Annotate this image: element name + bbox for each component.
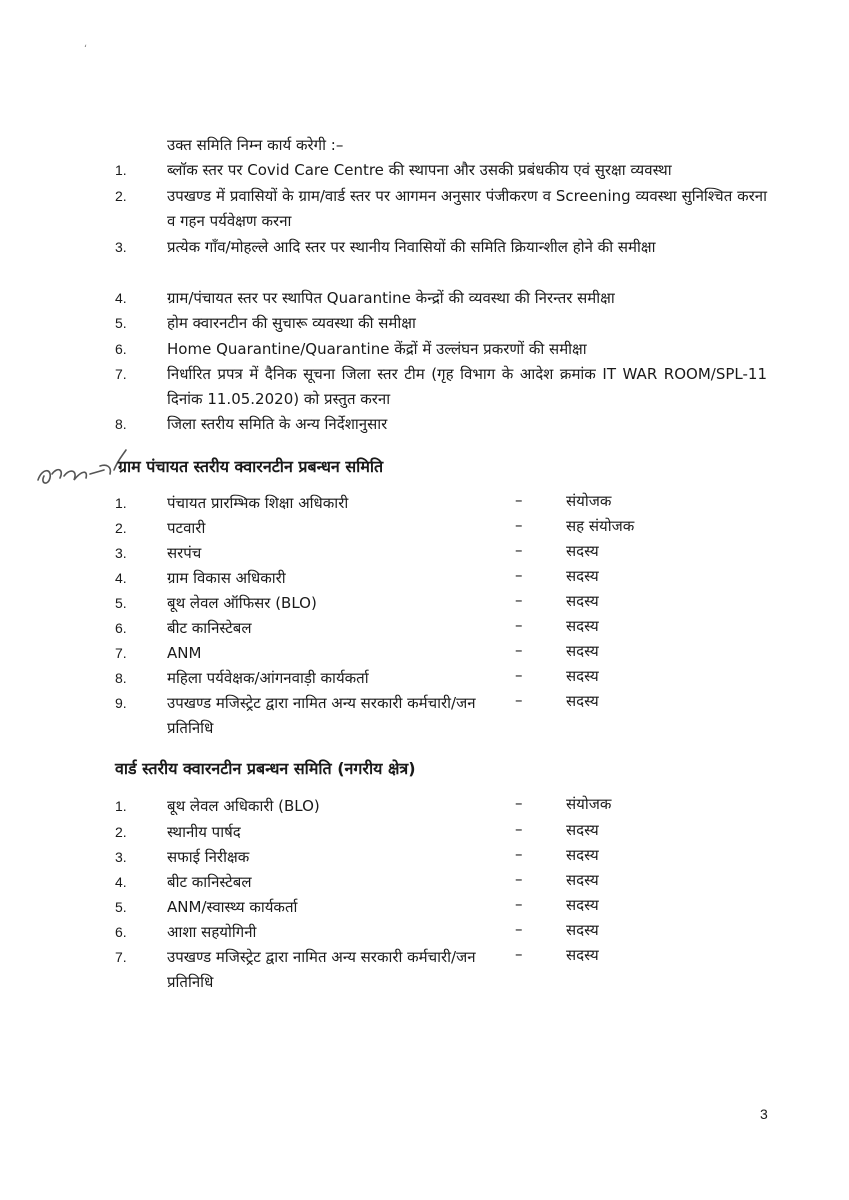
member-name: स्थानीय पार्षद bbox=[167, 823, 241, 841]
member-role: सदस्य bbox=[566, 642, 599, 660]
ward-committee-heading: वार्ड स्तरीय क्वारनटीन प्रबन्धन समिति (नगरीय क्षेत्र) bbox=[115, 759, 416, 778]
item-text: Home Quarantine/Quarantine केंद्रों में उल्लंघन प्रकरणों की समीक्षा bbox=[167, 340, 587, 358]
item-number: 7. bbox=[115, 366, 127, 382]
member-name: आशा सहयोगिनी bbox=[167, 923, 257, 941]
member-name: उपखण्ड मजिस्ट्रेट द्वारा नामित अन्य सरकारी कर्मचारी/जन प्रतिनिधि bbox=[167, 694, 476, 737]
item-number: 6. bbox=[115, 924, 127, 940]
item-number: 3. bbox=[115, 849, 127, 865]
separator-dash: – bbox=[515, 845, 523, 863]
item-number: 1. bbox=[115, 798, 127, 814]
item-number: 6. bbox=[115, 620, 127, 636]
intro-text: उक्त समिति निम्न कार्य करेगी :– bbox=[167, 136, 344, 154]
member-role: सदस्य bbox=[566, 592, 599, 610]
member-name: ANM bbox=[167, 644, 202, 662]
item-number: 7. bbox=[115, 949, 127, 965]
member-name: सरपंच bbox=[167, 544, 202, 562]
member-role: सदस्य bbox=[566, 896, 599, 914]
member-role: सदस्य bbox=[566, 946, 599, 964]
member-role: सदस्य bbox=[566, 871, 599, 889]
separator-dash: – bbox=[515, 541, 523, 559]
member-role: सदस्य bbox=[566, 542, 599, 560]
item-number: 1. bbox=[115, 495, 127, 511]
item-number: 2. bbox=[115, 824, 127, 840]
member-role: सदस्य bbox=[566, 617, 599, 635]
separator-dash: – bbox=[515, 516, 523, 534]
item-number: 8. bbox=[115, 670, 127, 686]
scan-mark: ʻ bbox=[84, 44, 88, 55]
item-text: जिला स्तरीय समिति के अन्य निर्देशानुसार bbox=[167, 415, 388, 433]
separator-dash: – bbox=[515, 945, 523, 963]
member-role: सदस्य bbox=[566, 567, 599, 585]
item-number: 5. bbox=[115, 315, 127, 331]
member-name: पटवारी bbox=[167, 519, 206, 537]
separator-dash: – bbox=[515, 616, 523, 634]
item-text: उपखण्ड में प्रवासियों के ग्राम/वार्ड स्तर पर आगमन अनुसार पंजीकरण व Screening व्यवस्था सुनिश्चित करना व गहन पर्यवेक्षण करना bbox=[167, 187, 767, 230]
member-role: सदस्य bbox=[566, 821, 599, 839]
member-name: ग्राम विकास अधिकारी bbox=[167, 569, 286, 587]
member-name: बूथ लेवल अधिकारी (BLO) bbox=[167, 797, 320, 815]
item-text: निर्धारित प्रपत्र में दैनिक सूचना जिला स्तर टीम (गृह विभाग के आदेश क्रमांक IT WAR ROOM/SPL-11 दिनांक 11.05.2020) को प्रस्तुत करना bbox=[167, 365, 767, 408]
item-number: 2. bbox=[115, 520, 127, 536]
separator-dash: – bbox=[515, 870, 523, 888]
member-role: सदस्य bbox=[566, 692, 599, 710]
item-number: 1. bbox=[115, 162, 127, 178]
item-number: 3. bbox=[115, 239, 127, 255]
separator-dash: – bbox=[515, 566, 523, 584]
separator-dash: – bbox=[515, 691, 523, 709]
gram-committee-heading: ग्राम पंचायत स्तरीय क्वारनटीन प्रबन्धन समिति bbox=[118, 457, 384, 476]
item-number: 5. bbox=[115, 595, 127, 611]
page-number: 3 bbox=[760, 1106, 768, 1122]
member-role: संयोजक bbox=[566, 795, 612, 813]
item-number: 4. bbox=[115, 570, 127, 586]
member-name: पंचायत प्रारम्भिक शिक्षा अधिकारी bbox=[167, 494, 349, 512]
item-text: ब्लॉक स्तर पर Covid Care Centre की स्थापना और उसकी प्रबंधकीय एवं सुरक्षा व्यवस्था bbox=[167, 161, 672, 179]
item-number: 3. bbox=[115, 545, 127, 561]
item-number: 7. bbox=[115, 645, 127, 661]
member-name: ANM/स्वास्थ्य कार्यकर्ता bbox=[167, 898, 298, 916]
separator-dash: – bbox=[515, 666, 523, 684]
separator-dash: – bbox=[515, 591, 523, 609]
member-name: महिला पर्यवेक्षक/आंगनवाड़ी कार्यकर्ता bbox=[167, 669, 369, 687]
member-role: संयोजक bbox=[566, 492, 612, 510]
member-name: सफाई निरीक्षक bbox=[167, 848, 250, 866]
member-role: सह संयोजक bbox=[566, 517, 635, 535]
item-number: 2. bbox=[115, 188, 127, 204]
separator-dash: – bbox=[515, 820, 523, 838]
item-number: 6. bbox=[115, 341, 127, 357]
item-number: 5. bbox=[115, 899, 127, 915]
item-number: 8. bbox=[115, 416, 127, 432]
member-name: बीट कानिस्टेबल bbox=[167, 873, 252, 891]
member-role: सदस्य bbox=[566, 846, 599, 864]
separator-dash: – bbox=[515, 794, 523, 812]
item-text: होम क्वारनटीन की सुचारू व्यवस्था की समीक्षा bbox=[167, 314, 416, 332]
item-text: ग्राम/पंचायत स्तर पर स्थापित Quarantine केन्द्रों की व्यवस्था की निरन्तर समीक्षा bbox=[167, 289, 615, 307]
member-name: बूथ लेवल ऑफिसर (BLO) bbox=[167, 594, 317, 612]
member-role: सदस्य bbox=[566, 667, 599, 685]
member-role: सदस्य bbox=[566, 921, 599, 939]
separator-dash: – bbox=[515, 920, 523, 938]
member-name: उपखण्ड मजिस्ट्रेट द्वारा नामित अन्य सरकारी कर्मचारी/जन प्रतिनिधि bbox=[167, 948, 476, 991]
item-text: प्रत्येक गाँव/मोहल्ले आदि स्तर पर स्थानीय निवासियों की समिति क्रियान्शील होने की समीक्षा bbox=[167, 238, 656, 256]
item-number: 4. bbox=[115, 290, 127, 306]
member-name: बीट कानिस्टेबल bbox=[167, 619, 252, 637]
separator-dash: – bbox=[515, 491, 523, 509]
separator-dash: – bbox=[515, 895, 523, 913]
item-number: 9. bbox=[115, 695, 127, 711]
handwritten-signature bbox=[30, 440, 130, 500]
item-number: 4. bbox=[115, 874, 127, 890]
separator-dash: – bbox=[515, 641, 523, 659]
